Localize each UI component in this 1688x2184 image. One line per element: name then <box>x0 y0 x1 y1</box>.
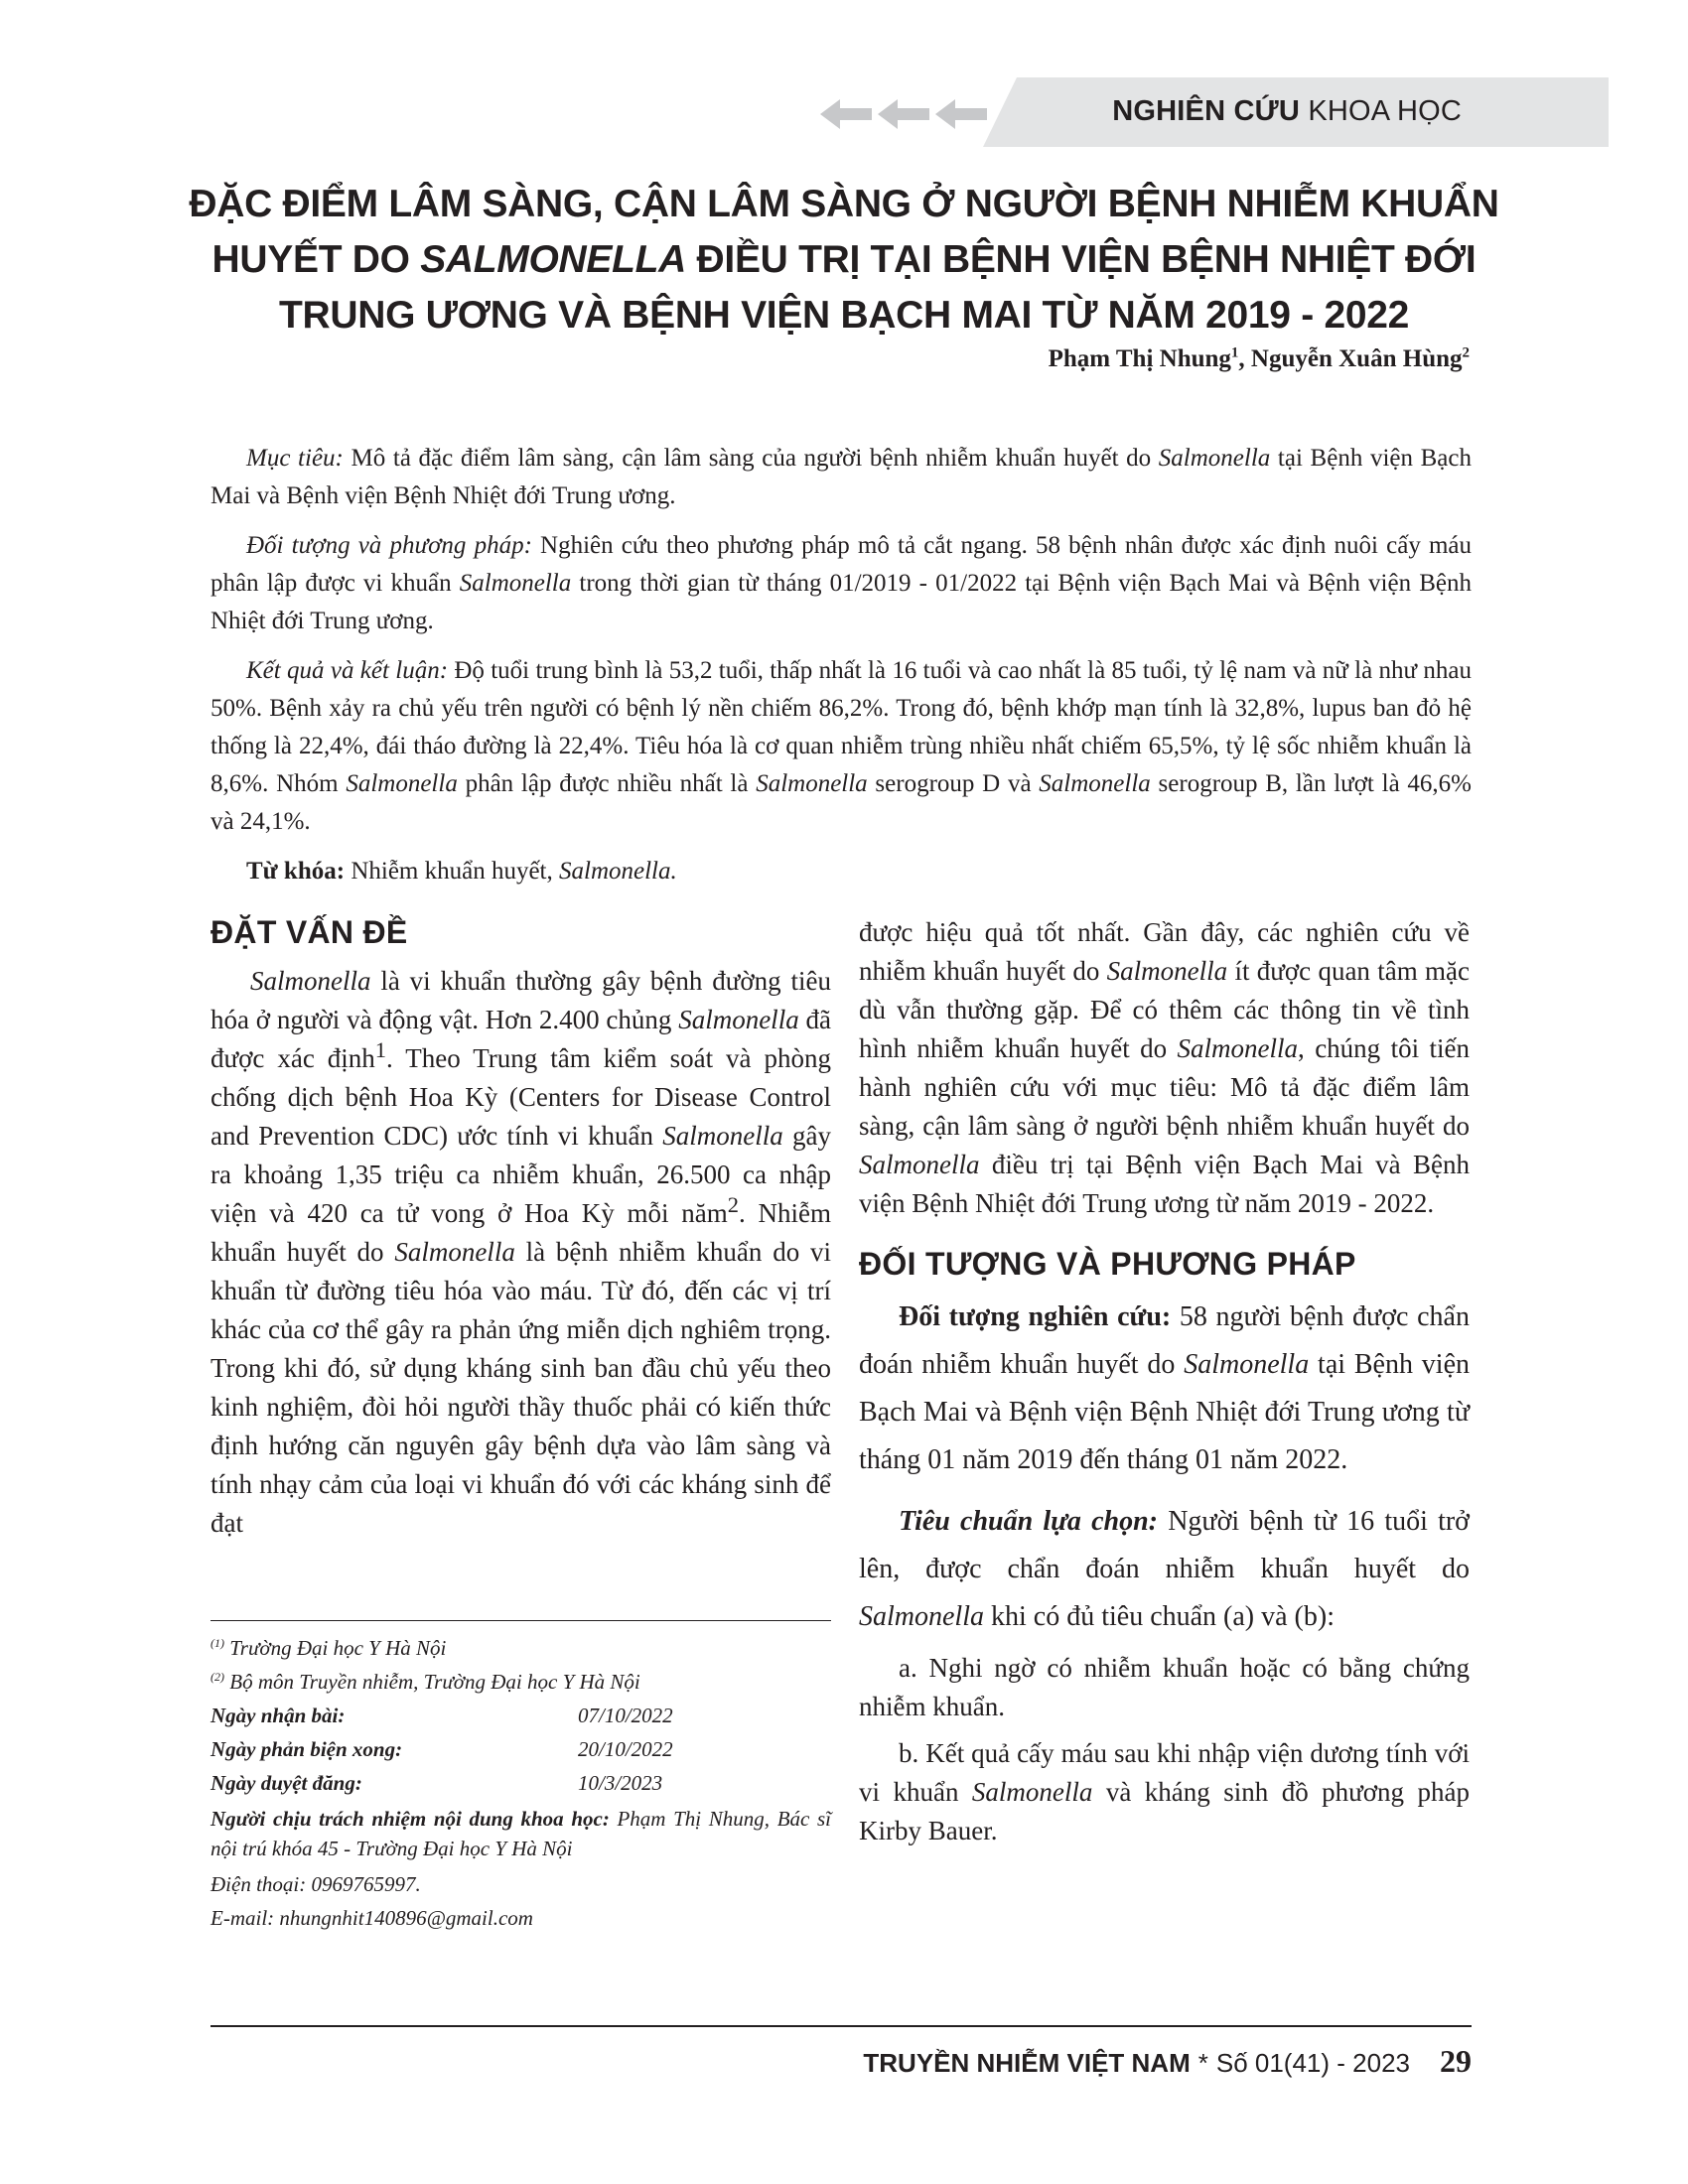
affiliation-2: $^{(2)}$ Bộ môn Truyền nhiễm, Trường Đại học Y Hà Nội <box>211 1670 640 1694</box>
author-list: Phạm Thị Nhung$^1$, Nguyễn Xuân Hùng$^2$ <box>1048 344 1470 372</box>
date-accepted: Ngày duyệt đăng: 10/3/2023 <box>211 1771 663 1795</box>
criteria-item-b: b. Kết quả cấy máu sau khi nhập viện dương tính với vi khuẩn Salmonella và kháng sinh đồ phương pháp Kirby Bauer. <box>859 1738 1470 1845</box>
title-line-3: TRUNG ƯƠNG VÀ BỆNH VIỆN BẠCH MAI TỪ NĂM 2019 - 2022 <box>278 294 1410 337</box>
article-title <box>149 177 1539 343</box>
title-line-1: ĐẶC ĐIỂM LÂM SÀNG, CẬN LÂM SÀNG Ở NGƯỜI BỆNH NHIỄM KHUẨN <box>189 183 1499 225</box>
journal-name: TRUYỀN NHIỄM VIỆT NAM <box>863 2048 1191 2078</box>
intro-paragraph-continued: được hiệu quả tốt nhất. Gần đây, các nghiên cứu về nhiễm khuẩn huyết do Salmonella ít được quan tâm mặc dù vẫn thường gặp. Để có thêm các thông tin về tình hình nhiễm khuẩn huyết do Salmonella, chúng tôi tiến hành nghiên cứu với mục tiêu: Mô tả đặc điểm lâm sàng, cận lâm sàng ở người bệnh nhiễm khuẩn huyết do Salmonella điều trị tại Bệnh viện Bạch Mai và Bệnh viện Bệnh Nhiệt đới Trung ương từ năm 2019 - 2022. <box>859 917 1470 1218</box>
abstract <box>211 440 1472 902</box>
title-line-2: HUYẾT DO SALMONELLA ĐIỀU TRỊ TẠI BỆNH VIỆN BỆNH NHIỆT ĐỚI <box>211 238 1477 281</box>
left-column <box>211 913 831 1543</box>
methods-body <box>859 1294 1470 1641</box>
star-icon: * <box>1197 2048 1208 2078</box>
header-arrows <box>820 96 987 132</box>
footnote-divider <box>211 1620 831 1621</box>
page-footer <box>863 2043 1472 2080</box>
arrow-left-icon <box>935 96 987 132</box>
intro-paragraph: Salmonella là vi khuẩn thường gây bệnh đường tiêu hóa ở người và động vật. Hơn 2.400 chủng Salmonella đã được xác định$^1$. Theo Trung tâm kiểm soát và phòng chống dịch bệnh Hoa Kỳ (Centers for Disease Control and Prevention CDC) ước tính vi khuẩn Salmonella gây ra khoảng 1,35 triệu ca nhiễm khuẩn, 26.500 ca nhập viện và 420 ca tử vong ở Hoa Kỳ mỗi năm$^2$. Nhiễm khuẩn huyết do Salmonella là bệnh nhiễm khuẩn do vi khuẩn từ đường tiêu hóa vào máu. Từ đó, đến các vị trí khác của cơ thể gây ra phản ứng miễn dịch nghiêm trọng. Trong khi đó, sử dụng kháng sinh ban đầu chủ yếu theo kinh nghiệm, đòi hỏi người thầy thuốc phải có kiến thức định hướng căn nguyên gây bệnh dựa vào lâm sàng và tính nhạy cảm của loại vi khuẩn đó với các kháng sinh để đạt <box>211 966 832 1538</box>
methods-subjects: Đối tượng nghiên cứu: 58 người bệnh được chẩn đoán nhiễm khuẩn huyết do Salmonella tại Bệnh viện Bạch Mai và Bệnh viện Bệnh Nhiệt đới Trung ương từ tháng 01 năm 2019 đến tháng 01 năm 2022. <box>859 1301 1470 1475</box>
corresponding-author: Người chịu trách nhiệm nội dung khoa học: Phạm Thị Nhung, Bác sĩ nội trú khóa 45 - Trường Đại học Y Hà Nội <box>211 1807 832 1860</box>
right-column <box>859 913 1470 1850</box>
abstract-methods: Đối tượng và phương pháp: Nghiên cứu theo phương pháp mô tả cắt ngang. 58 bệnh nhân được xác định nuôi cấy máu phân lập được vi khuẩn Salmonella trong thời gian từ tháng 01/2019 - 01/2022 tại Bệnh viện Bạch Mai và Bệnh viện Bệnh Nhiệt đới Trung ương. <box>211 532 1473 634</box>
abstract-objective: Mục tiêu: Mô tả đặc điểm lâm sàng, cận lâm sàng của người bệnh nhiễm khuẩn huyết do Salmonella tại Bệnh viện Bạch Mai và Bệnh viện Bệnh Nhiệt đới Trung ương. <box>211 445 1472 509</box>
page-number: 29 <box>1440 2043 1472 2079</box>
methods-heading: ĐỐI TƯỢNG VÀ PHƯƠNG PHÁP <box>859 1246 1356 1282</box>
footer-divider <box>211 2025 1472 2027</box>
abstract-results: Kết quả và kết luận: Độ tuổi trung bình là 53,2 tuổi, thấp nhất là 16 tuổi và cao nhất là 85 tuổi, tỷ lệ nam và nữ là như nhau 50%. Bệnh xảy ra chủ yếu trên người có bệnh lý nền chiếm 86,2%. Trong đó, bệnh khớp mạn tính là 32,8%, lupus ban đỏ hệ thống là 22,4%, đái tháo đường là 22,4%. Tiêu hóa là cơ quan nhiễm trùng nhiều nhất chiếm 65,5%, tỷ lệ sốc nhiễm khuẩn là 8,6%. Nhóm Salmonella phân lập được nhiều nhất là Salmonella serogroup D và Salmonella serogroup B, lần lượt là 46,6% và 24,1%. <box>211 657 1472 835</box>
date-reviewed: Ngày phản biện xong: 20/10/2022 <box>211 1737 673 1761</box>
arrow-left-icon <box>878 96 929 132</box>
footnotes <box>211 1631 831 1935</box>
date-received: Ngày nhận bài: 07/10/2022 <box>211 1704 673 1727</box>
abstract-keywords: Từ khóa: Nhiễm khuẩn huyết, Salmonella. <box>246 858 677 885</box>
arrow-left-icon <box>820 96 872 132</box>
phone: Điện thoại: 0969765997. <box>211 1872 421 1896</box>
criteria-item-a: a. Nghi ngờ có nhiễm khuẩn hoặc có bằng chứng nhiễm khuẩn. <box>859 1653 1470 1721</box>
section-label: NGHIÊN CỨU KHOA HỌC <box>1112 95 1462 127</box>
email: E-mail: nhungnhit140896@gmail.com <box>211 1906 533 1930</box>
issue-number: Số 01(41) - 2023 <box>1215 2048 1410 2078</box>
methods-criteria: Tiêu chuẩn lựa chọn: Người bệnh từ 16 tuổi trở lên, được chẩn đoán nhiễm khuẩn huyết do Salmonella khi có đủ tiêu chuẩn (a) và (b): <box>859 1506 1470 1632</box>
affiliation-1: $^{(1)}$ Trường Đại học Y Hà Nội <box>211 1636 447 1660</box>
intro-heading: ĐẶT VẤN ĐỀ <box>211 914 408 950</box>
